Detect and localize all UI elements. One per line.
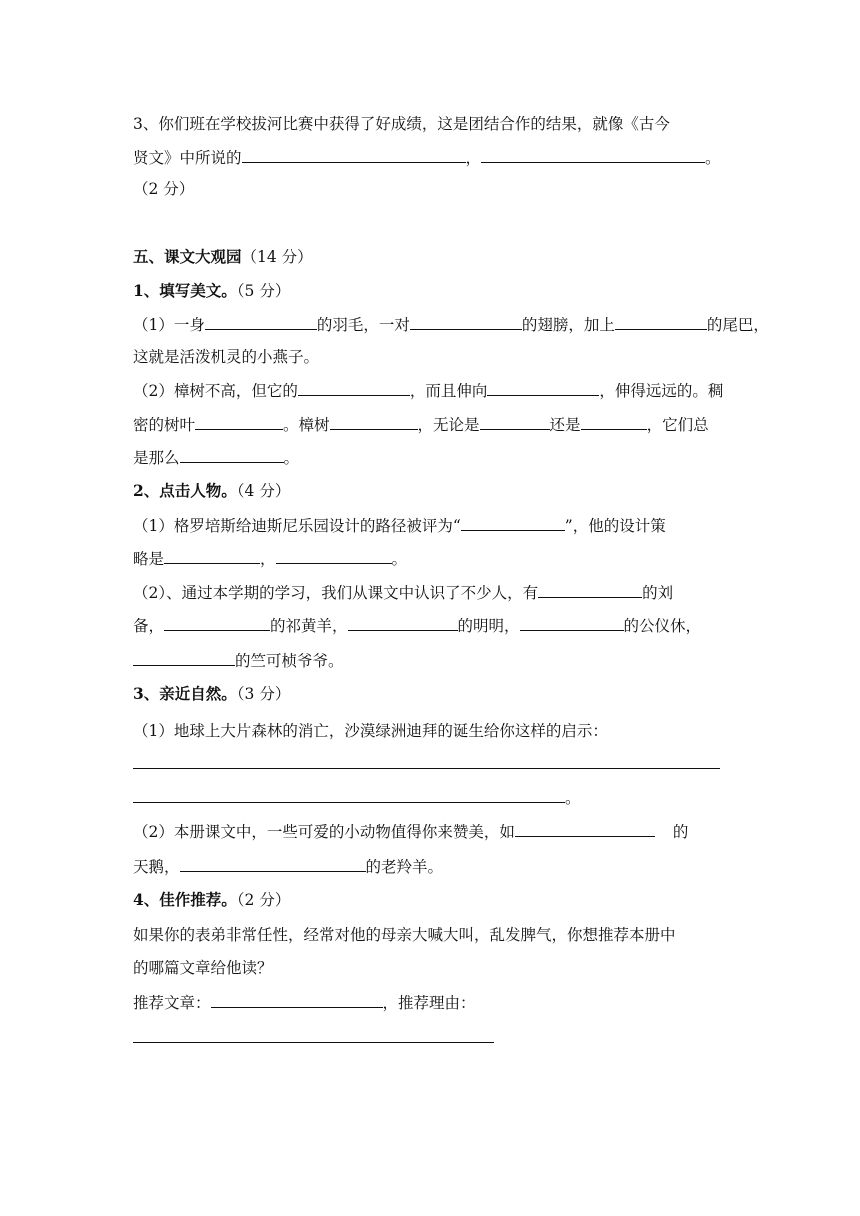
sub3-p1-text: （1）地球上大片森林的消亡，沙漠绿洲迪拜的诞生给你这样的启示： bbox=[133, 722, 608, 740]
sub1-p2-text-i: 是那么 bbox=[133, 449, 180, 467]
sub3-score: （3 分） bbox=[236, 685, 291, 703]
sub1-blank-10[interactable] bbox=[180, 446, 284, 463]
sub2-p1-text-c: 略是 bbox=[133, 550, 165, 568]
section5-score: （14 分） bbox=[241, 248, 313, 266]
section5-title: 五、课文大观园 bbox=[133, 247, 242, 266]
sub2-p2-line1 bbox=[133, 581, 673, 604]
sub2-p2-text-f: 的公仪休， bbox=[623, 617, 702, 635]
sub3-p2-text-c: 天鹅， bbox=[133, 858, 180, 876]
q3-score-text: （2 分） bbox=[133, 180, 195, 198]
sub1-p1-text-c: 的翅膀，加上 bbox=[521, 316, 615, 334]
sub1-blank-8[interactable] bbox=[480, 413, 550, 430]
sub3-p2-text-a: （2）本册课文中，一些可爱的小动物值得你来赞美，如 bbox=[133, 823, 515, 841]
sub4-recommend bbox=[133, 991, 476, 1014]
sub1-p2-line3 bbox=[133, 446, 299, 469]
sub1-p2-text-c: ，伸得远远的。稠 bbox=[599, 382, 724, 400]
sub1-blank-7[interactable] bbox=[330, 413, 418, 430]
sub2-score: （4 分） bbox=[236, 482, 291, 500]
sub1-heading bbox=[133, 280, 290, 302]
sub2-blank-3[interactable] bbox=[276, 547, 392, 564]
sub3-p2-line2 bbox=[133, 855, 443, 878]
sub1-p2-text-a: （2）樟树不高，但它的 bbox=[133, 382, 298, 400]
sub2-p2-text-c: 备， bbox=[133, 617, 165, 635]
sub2-p1-line2 bbox=[133, 547, 407, 570]
sub2-p1-text-d: ， bbox=[260, 550, 276, 568]
sub4-reason-label: ，推荐理由： bbox=[382, 994, 476, 1012]
sub1-p2-text-f: ，无论是 bbox=[417, 416, 480, 434]
sub2-blank-8[interactable] bbox=[133, 649, 235, 666]
sub3-blank-2[interactable] bbox=[180, 855, 366, 872]
sub1-p1-line1 bbox=[133, 313, 769, 336]
sub2-blank-1[interactable] bbox=[461, 514, 565, 531]
sub2-blank-4[interactable] bbox=[538, 581, 642, 598]
sub1-p2-line1 bbox=[133, 379, 723, 402]
sub1-p2-text-j: 。 bbox=[283, 449, 300, 467]
sub1-p2-line2 bbox=[133, 413, 709, 436]
sub1-blank-2[interactable] bbox=[410, 313, 522, 330]
sub2-p2-text-g: 的竺可桢爷爷。 bbox=[235, 652, 344, 670]
sub4-score: （2 分） bbox=[236, 891, 291, 909]
sub1-p2-text-h: ，它们总 bbox=[646, 416, 709, 434]
sub1-p2-text-e: 。樟树 bbox=[283, 416, 330, 434]
sub3-p1-end: 。 bbox=[565, 789, 581, 807]
sub3-title: 3、亲近自然。 bbox=[133, 684, 237, 703]
sub4-p1-text: 如果你的表弟非常任性，经常对他的母亲大喊大叫，乱发脾气，你想推荐本册中 bbox=[133, 926, 676, 944]
sub3-p1-line1 bbox=[133, 720, 608, 742]
sub4-reason-line[interactable] bbox=[133, 1042, 494, 1043]
sub2-p2-line3 bbox=[133, 649, 344, 672]
sub4-p2 bbox=[133, 957, 273, 979]
sub2-p2-text-e: 的明明， bbox=[457, 617, 520, 635]
sub1-blank-1[interactable] bbox=[205, 313, 317, 330]
sub1-p1-text-a: （1）一身 bbox=[133, 316, 205, 334]
sub2-p1-line1 bbox=[133, 514, 666, 537]
sub1-blank-6[interactable] bbox=[195, 413, 283, 430]
sub1-title: 1、填写美文。 bbox=[133, 281, 237, 300]
q3-text: 3、你们班在学校拔河比赛中获得了好成绩，这是团结合作的结果，就像《古今 bbox=[133, 115, 670, 133]
sub1-p1-line2 bbox=[133, 346, 319, 368]
sub2-heading bbox=[133, 480, 290, 502]
sub2-p1-text-a: （1）格罗培斯给迪斯尼乐园设计的路径被评为“ bbox=[133, 517, 461, 535]
sub2-title: 2、点击人物。 bbox=[133, 481, 237, 500]
sub1-p2-text-g: 还是 bbox=[549, 416, 581, 434]
sub4-rec-label: 推荐文章： bbox=[133, 994, 211, 1012]
sub1-p1-text-d: 的尾巴， bbox=[706, 316, 769, 334]
sub1-blank-4[interactable] bbox=[298, 379, 410, 396]
sub2-p1-text-b: ”，他的设计策 bbox=[564, 517, 666, 535]
q3-line2 bbox=[133, 146, 721, 169]
sub2-p2-text-b: 的刘 bbox=[642, 584, 674, 602]
sub3-heading bbox=[133, 683, 290, 705]
sub4-blank-article[interactable] bbox=[211, 991, 383, 1008]
q3-end: 。 bbox=[705, 149, 721, 167]
q3-blank-2[interactable] bbox=[481, 146, 705, 163]
sub4-heading bbox=[133, 889, 290, 911]
sub2-blank-5[interactable] bbox=[164, 614, 270, 631]
q3-score bbox=[133, 178, 194, 200]
sub1-p1-text-e: 这就是活泼机灵的小燕子。 bbox=[133, 348, 320, 366]
sub2-p1-text-e: 。 bbox=[391, 550, 408, 568]
sub4-title: 4、佳作推荐。 bbox=[133, 890, 237, 909]
section5-heading bbox=[133, 246, 313, 268]
sub2-p2-text-d: 的祁黄羊， bbox=[270, 617, 348, 635]
sub3-answer-line-1[interactable] bbox=[133, 768, 720, 769]
sub1-p2-text-b: ，而且伸向 bbox=[409, 382, 488, 400]
sub4-p1 bbox=[133, 924, 676, 946]
q3-blank-1[interactable] bbox=[242, 146, 466, 163]
q3-prefix: 贤文》中所说的 bbox=[133, 149, 242, 167]
sub2-p2-line2 bbox=[133, 614, 701, 637]
q3-sep: ， bbox=[465, 149, 482, 167]
sub2-blank-6[interactable] bbox=[348, 614, 458, 631]
sub2-blank-2[interactable] bbox=[164, 547, 260, 564]
sub1-p2-text-d: 密的树叶 bbox=[133, 416, 196, 434]
sub1-blank-3[interactable] bbox=[615, 313, 707, 330]
sub3-p1-line3 bbox=[133, 786, 581, 809]
sub3-blank-1[interactable] bbox=[515, 820, 655, 837]
sub2-p2-text-a: （2）、通过本学期的学习，我们从课文中认识了不少人，有 bbox=[133, 584, 539, 602]
sub3-p2-line1 bbox=[133, 820, 688, 843]
sub1-p1-text-b: 的羽毛，一对 bbox=[316, 316, 410, 334]
sub3-p2-text-d: 的老羚羊。 bbox=[365, 858, 444, 876]
q3-line1 bbox=[133, 113, 670, 135]
sub1-blank-5[interactable] bbox=[487, 379, 599, 396]
sub1-score: （5 分） bbox=[236, 282, 291, 300]
sub3-answer-line-2[interactable] bbox=[133, 786, 565, 803]
sub3-p2-text-b: 的 bbox=[672, 823, 689, 841]
sub2-blank-7[interactable] bbox=[520, 614, 624, 631]
sub4-p2-text: 的哪篇文章给他读？ bbox=[133, 959, 273, 977]
sub1-blank-9[interactable] bbox=[581, 413, 647, 430]
